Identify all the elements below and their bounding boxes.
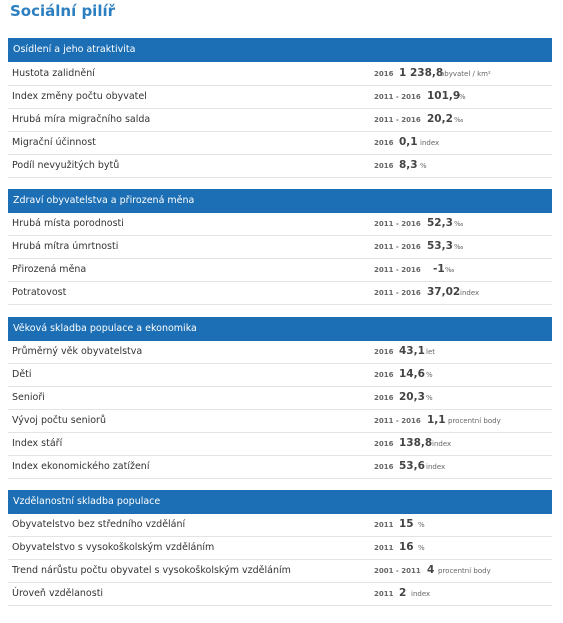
row-label: Senioři <box>12 392 45 403</box>
row-label: Úroveň vzdělanosti <box>12 588 104 599</box>
row-label: Migrační účinnost <box>12 137 96 148</box>
row-unit: index <box>432 440 452 448</box>
row-unit: index <box>411 590 431 598</box>
row-year: 2016 <box>374 139 394 147</box>
row-year: 2011 <box>374 521 394 529</box>
row-label: Průměrný věk obyvatelstva <box>12 346 143 357</box>
table-row <box>8 132 552 155</box>
row-unit: ‰ <box>454 220 464 228</box>
page-title: Sociální pilíř <box>10 2 116 20</box>
row-year: 2011 - 2016 <box>374 266 421 274</box>
table-row <box>8 341 552 364</box>
section-header: Vzdělanostní skladba populace <box>8 490 552 514</box>
row-label: Index stáří <box>12 438 63 449</box>
table-row <box>8 62 552 86</box>
row-year: 2016 <box>374 371 394 379</box>
row-label: Hustota zalidnění <box>12 68 95 79</box>
row-label: Index změny počtu obyvatel <box>12 91 147 102</box>
row-value: 37,02 <box>427 286 461 298</box>
table-row <box>8 433 552 456</box>
row-unit: % <box>418 521 425 529</box>
table-row <box>8 213 552 236</box>
row-unit: index <box>460 289 480 297</box>
row-label: Hrubá mítra úmrtnosti <box>12 241 119 252</box>
row-value: 101,9 <box>427 90 461 102</box>
row-value: 16 <box>399 541 414 553</box>
row-unit: procentní body <box>438 567 491 575</box>
row-year: 2016 <box>374 162 394 170</box>
row-value: 15 <box>399 518 414 530</box>
row-label: Hrubá míra migračního salda <box>12 114 151 125</box>
row-label: Obyvatelstvo bez středního vzdělání <box>12 519 186 530</box>
row-label: Děti <box>12 369 32 380</box>
row-year: 2011 - 2016 <box>374 220 421 228</box>
row-value: 1,1 <box>427 414 446 426</box>
row-year: 2016 <box>374 70 394 78</box>
row-unit: ‰ <box>445 266 455 274</box>
row-value: 53,3 <box>427 240 453 252</box>
table-row <box>8 560 552 583</box>
row-label: Vývoj počtu seniorů <box>12 415 106 426</box>
table-row <box>8 259 552 282</box>
table-row <box>8 109 552 132</box>
row-unit: % <box>426 371 433 379</box>
row-label: Hrubá místa porodnosti <box>12 218 124 229</box>
table-row <box>8 282 552 305</box>
row-year: 2011 - 2016 <box>374 243 421 251</box>
row-unit: obyvatel / km² <box>440 70 491 78</box>
row-unit: ‰ <box>454 243 464 251</box>
section-header: Osídlení a jeho atraktivita <box>8 38 552 62</box>
row-year: 2016 <box>374 463 394 471</box>
table-row <box>8 236 552 259</box>
row-value: 4 <box>427 564 435 576</box>
row-value: 43,1 <box>399 345 425 357</box>
row-unit: index <box>426 463 446 471</box>
table-row <box>8 537 552 560</box>
row-value: 138,8 <box>399 437 433 449</box>
table-row <box>8 86 552 109</box>
row-value: 8,3 <box>399 159 418 171</box>
row-unit: let <box>426 348 435 356</box>
row-year: 2016 <box>374 440 394 448</box>
table-row <box>8 514 552 537</box>
section-education <box>8 490 552 606</box>
section-settlement <box>8 38 552 178</box>
table-row <box>8 456 552 479</box>
table-row <box>8 364 552 387</box>
row-unit: % <box>418 544 425 552</box>
table-row <box>8 387 552 410</box>
row-value: 53,6 <box>399 460 425 472</box>
section-health <box>8 189 552 305</box>
row-year: 2016 <box>374 348 394 356</box>
row-label: Potratovost <box>12 287 67 298</box>
row-value: 20,2 <box>427 113 453 125</box>
row-unit: index <box>420 139 440 147</box>
row-unit: % <box>420 162 427 170</box>
row-value: 2 <box>399 587 407 599</box>
row-unit: % <box>426 394 433 402</box>
row-value: 14,6 <box>399 368 425 380</box>
row-year: 2001 - 2011 <box>374 567 421 575</box>
row-unit: % <box>459 93 466 101</box>
row-label: Index ekonomického zatížení <box>12 461 150 472</box>
section-age-economy <box>8 317 552 479</box>
row-value: 20,3 <box>399 391 425 403</box>
row-value: 52,3 <box>427 217 453 229</box>
section-header: Zdraví obyvatelstva a přirozená měna <box>8 189 552 213</box>
row-value: -1 <box>433 263 445 275</box>
row-year: 2011 - 2016 <box>374 417 421 425</box>
table-row <box>8 583 552 606</box>
row-value: 1 238,8 <box>399 67 444 79</box>
row-year: 2011 - 2016 <box>374 116 421 124</box>
section-header: Věková skladba populace a ekonomika <box>8 317 552 341</box>
row-year: 2011 <box>374 590 394 598</box>
table-row <box>8 155 552 178</box>
row-year: 2016 <box>374 394 394 402</box>
row-year: 2011 - 2016 <box>374 93 421 101</box>
row-year: 2011 - 2016 <box>374 289 421 297</box>
row-label: Trend nárůstu počtu obyvatel s vysokoškolským vzděláním <box>12 565 291 576</box>
row-label: Podíl nevyužitých bytů <box>12 160 120 171</box>
row-label: Obyvatelstvo s vysokoškolským vzděláním <box>12 542 215 553</box>
table-row <box>8 410 552 433</box>
row-unit: procentní body <box>448 417 501 425</box>
row-unit: ‰ <box>454 116 464 124</box>
row-year: 2011 <box>374 544 394 552</box>
row-label: Přirozená měna <box>12 264 87 275</box>
row-value: 0,1 <box>399 136 418 148</box>
